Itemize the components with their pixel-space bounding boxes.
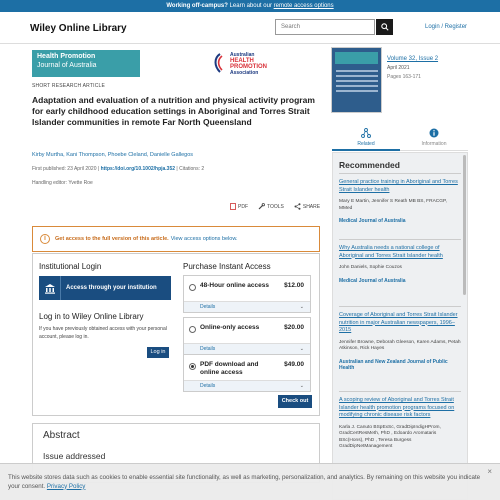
option-name: 48-Hour online access	[200, 282, 269, 289]
info-icon: i	[40, 234, 50, 244]
wrench-icon	[258, 203, 265, 210]
cookie-message: This website stores data such as cookies to enable essential site functionality, as well as marketing, personalization, and analytics. By remaining on this website you indicate your consent.	[8, 474, 481, 490]
chevron-down-icon: ⌄	[299, 346, 304, 352]
cookie-text	[8, 474, 488, 491]
issue-pages: Pages 163-171	[387, 74, 421, 80]
site-header	[0, 12, 500, 44]
doi-link[interactable]: https://doi.org/10.1002/hpja.352	[100, 166, 176, 172]
list-item	[339, 391, 461, 451]
recommended-title: Recommended	[339, 160, 400, 170]
banner-text: Learn about our	[227, 3, 274, 9]
abstract-title: Abstract	[43, 430, 80, 441]
option-radio-selected[interactable]	[189, 363, 196, 370]
cover-title-band	[335, 52, 378, 64]
option-radio[interactable]	[189, 284, 196, 291]
recommended-authors: John Daniels, Sophie Couzos	[339, 265, 402, 270]
share-icon	[294, 203, 301, 210]
recommended-article-link[interactable]: Why Australia needs a national college of Aboriginal and Torres Strait Islander health	[339, 245, 443, 259]
access-notice	[32, 226, 320, 252]
option-radio[interactable]	[189, 326, 196, 333]
tab-related[interactable]	[332, 125, 400, 151]
search-icon	[381, 23, 389, 31]
article-title: Adaptation and evaluation of a nutrition and physical activity program for early childhood education settings in Aboriginal and Torres Strait Islander communities in remote Far North Queensland	[32, 95, 315, 127]
recommended-authors: Karla J. Canuto BSpExSc, GradDipIndigHProm, GradCertResMeth, PhD , Edoardo Aromataris BSc(Hons), PhD , Teresa Burgess GradDipNetManagement	[339, 424, 441, 449]
citation-count[interactable]: Citations: 2	[179, 166, 205, 172]
pdf-label: PDF	[238, 203, 248, 210]
recommended-article-link[interactable]: General practice training in Aboriginal and Torres Strait Islander health	[339, 179, 458, 193]
published-date: First published: 23 April 2020	[32, 166, 97, 172]
ahp-text-1: Australian	[230, 52, 255, 58]
pdf-button[interactable]	[230, 203, 248, 210]
scrollbar[interactable]	[463, 155, 466, 295]
ahp-text-3: PROMOTION	[230, 64, 267, 70]
privacy-policy-link[interactable]: Privacy Policy	[46, 482, 86, 490]
login-register-link[interactable]: Login / Register	[425, 24, 468, 30]
recommended-article-link[interactable]: A scoping review of Aboriginal and Torres Strait Islander health promotion programs focused on modifying chronic disease risk factors	[339, 397, 455, 418]
tools-button[interactable]	[258, 203, 284, 210]
access-options-panel	[32, 253, 320, 416]
publication-info: First published: 23 April 2020 | https://doi.org/10.1002/hpja.352 | Citations: 2	[32, 166, 205, 172]
option-price: $20.00	[284, 324, 304, 331]
journal-banner[interactable]	[32, 50, 140, 77]
institution-access-label: Access through your institution	[66, 284, 157, 291]
purchase-option-48h[interactable]	[183, 275, 311, 313]
share-label: SHARE	[302, 203, 321, 210]
log-in-button[interactable]: Log in	[147, 347, 169, 358]
banner-bold-text: Working off-campus?	[166, 3, 228, 9]
purchase-option-online[interactable]	[183, 317, 311, 355]
purchase-title: Purchase Instant Access	[183, 262, 271, 271]
purchase-option-pdf[interactable]	[183, 354, 311, 392]
tab-related-label: Related	[357, 141, 375, 147]
ahp-text-2: HEALTH	[230, 58, 254, 64]
tab-information[interactable]	[400, 125, 468, 151]
wol-login-text: If you have previously obtained access with your personal account, please log in.	[39, 326, 167, 340]
list-item	[339, 173, 461, 225]
remote-access-link[interactable]: remote access options	[273, 3, 334, 9]
recommended-panel	[332, 152, 468, 500]
institution-access-button[interactable]	[39, 276, 171, 300]
checkout-button[interactable]: Check out	[278, 395, 312, 408]
option-name: PDF download and online access	[200, 361, 259, 376]
sidebar-tabs	[332, 125, 468, 151]
access-options-link[interactable]: View access options below.	[170, 236, 238, 242]
pdf-icon	[230, 203, 236, 210]
option-details-toggle[interactable]	[184, 301, 310, 312]
article-type: SHORT RESEARCH ARTICLE	[32, 83, 106, 89]
handling-editor: Handling editor: Yvette Roe	[32, 180, 93, 186]
list-item	[339, 306, 461, 372]
recommended-article-link[interactable]: Coverage of Aboriginal and Torres Strait Islander nutrition in major Australian newspapers, 1996–2015	[339, 312, 458, 333]
journal-cover[interactable]	[331, 47, 382, 113]
share-button[interactable]	[294, 203, 320, 210]
abstract-subheading: Issue addressed	[43, 451, 106, 461]
chevron-down-icon: ⌄	[299, 304, 304, 310]
recommended-authors: Mary E Martin, Jennifer S Reath MB BS, FRACGP, MMed	[339, 199, 447, 211]
search-button[interactable]	[376, 19, 393, 35]
issue-link[interactable]: Volume 32, Issue 2	[387, 56, 439, 62]
tools-label: TOOLS	[267, 203, 284, 210]
issue-date: April 2021	[387, 65, 410, 71]
remote-access-banner	[0, 0, 500, 12]
ahp-logo[interactable]	[212, 49, 287, 77]
info-circle-icon	[429, 128, 439, 138]
author-list[interactable]: Kirby Murtha, Kani Thompson, Phoebe Cleland, Danielle Gallegos	[32, 152, 194, 158]
recommended-journal[interactable]: Medical Journal of Australia	[339, 218, 406, 224]
institutional-login-title: Institutional Login	[39, 262, 102, 271]
option-price: $49.00	[284, 361, 304, 368]
details-label: Details	[200, 383, 216, 389]
option-details-toggle[interactable]	[184, 343, 310, 354]
wol-login-title: Log in to Wiley Online Library	[39, 312, 144, 321]
bank-icon	[39, 276, 61, 300]
recommended-journal[interactable]: Medical Journal of Australia	[339, 277, 406, 284]
ahp-text-4: Association	[230, 70, 259, 76]
access-notice-text: Get access to the full version of this article.	[55, 236, 169, 242]
chevron-down-icon: ⌄	[299, 383, 304, 389]
recommended-journal[interactable]: Australian and New Zealand Journal of Public Health	[339, 358, 448, 371]
cookie-banner	[0, 463, 500, 500]
option-details-toggle[interactable]	[184, 380, 310, 391]
wiley-logo[interactable]: Wiley Online Library	[30, 23, 127, 34]
ahp-swirl-icon	[212, 52, 228, 74]
article-tools	[230, 203, 320, 210]
journal-name: Health Promotion	[37, 53, 96, 60]
list-item	[339, 239, 461, 284]
tab-information-label: Information	[421, 141, 447, 147]
recommended-authors: Jennifer Browne, Deborah Gleeson, Karen Adams, Petah Atkinson, Rick Hayes	[339, 339, 461, 351]
details-label: Details	[200, 346, 216, 352]
details-label: Details	[200, 304, 216, 310]
option-price: $12.00	[284, 282, 304, 289]
journal-subname: Journal of Australia	[37, 62, 97, 69]
option-name: Online-only access	[200, 324, 260, 331]
close-icon[interactable]: ×	[487, 467, 492, 476]
network-icon	[361, 128, 371, 138]
cover-text-lines	[336, 70, 378, 95]
search-input[interactable]: Search	[275, 19, 375, 35]
